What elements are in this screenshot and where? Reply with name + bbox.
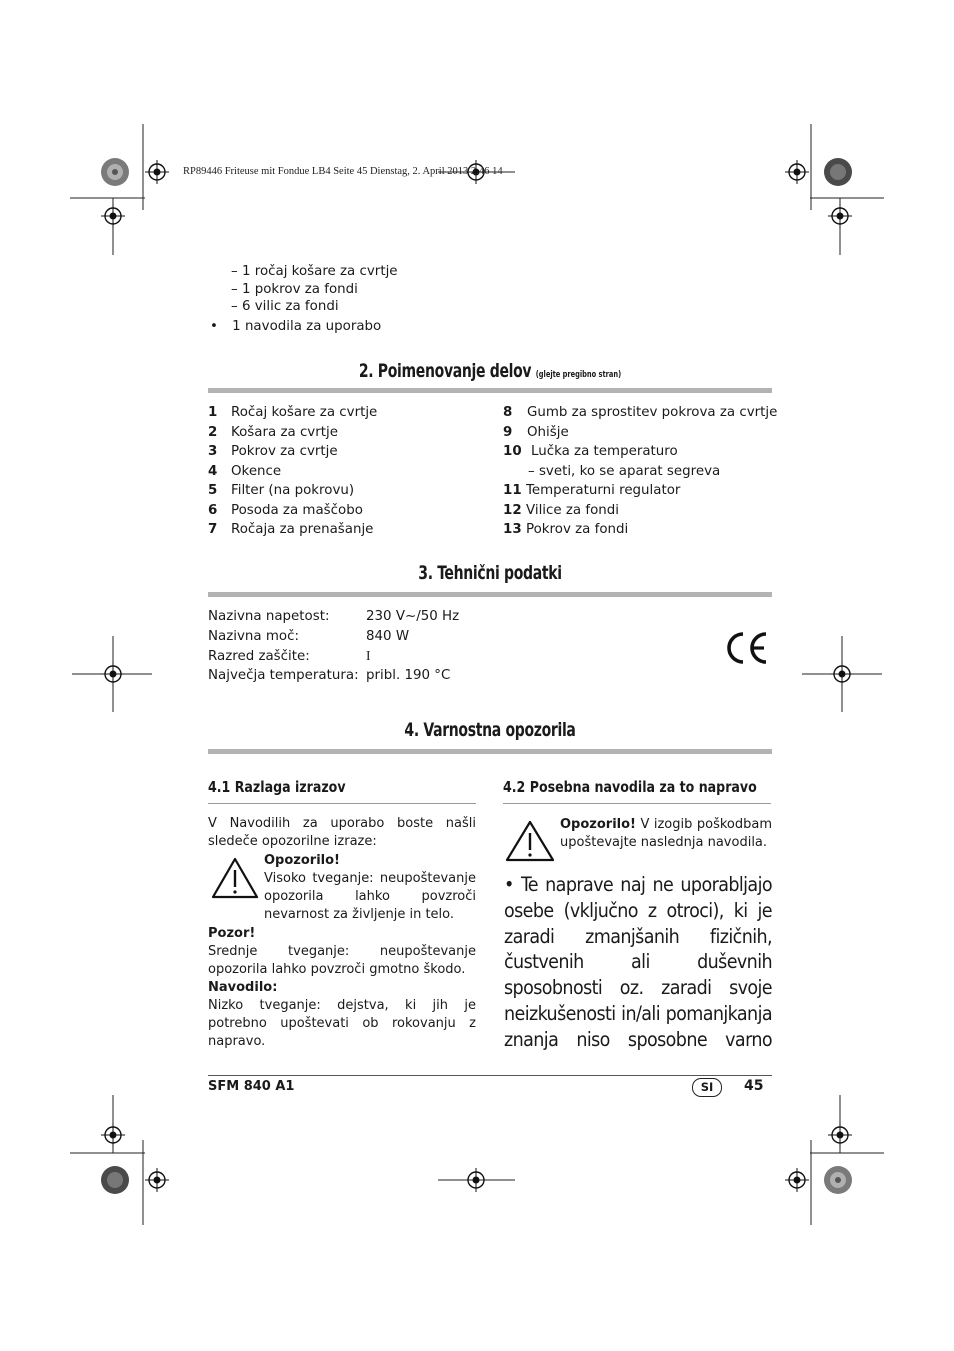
note-label: Navodilo:: [208, 980, 278, 995]
list-item: 10 Lučka za temperaturo: [503, 444, 678, 459]
list-item: 3 Pokrov za cvrtje: [208, 444, 338, 459]
language-badge: SI: [692, 1078, 722, 1097]
list-item: 2 Košara za cvrtje: [208, 424, 338, 440]
intro-dash-list: [231, 262, 398, 317]
section-2-heading: 2. Poimenovanje delov (glejte pregibno stran): [358, 360, 622, 382]
list-item: 11 Temperaturni regulator: [503, 483, 681, 498]
subsection-rule: [503, 803, 771, 804]
ce-mark-icon: [724, 630, 770, 666]
list-item: 8 Gumb za sprostitev pokrova za cvrtje: [503, 405, 778, 420]
table-row: Razred zaščite: I: [208, 648, 371, 664]
list-item: 12 Vilice za fondi: [503, 502, 619, 518]
list-item: 9 Ohišje: [503, 424, 569, 440]
subsection-4-2-heading: 4.2 Posebna navodila za to napravo: [503, 778, 757, 796]
warning-text: V izogib poškodbam upoštevajte naslednja navodila.: [560, 817, 772, 850]
caution-definition: [208, 925, 476, 1051]
intro-bullet-item: • 1 navodila za uporabo: [210, 319, 382, 334]
safety-bullet-text: • Te naprave naj ne uporabljajo osebe (vključno z otroci), ki je zaradi zmanjšanih fizičnih, čustvenih ali duševnih sposobnosti oz. zaradi svoje neizkušenosti in/ali pomanjkanja znanja niso sposobne varno: [504, 873, 772, 1051]
subsection-4-1-heading: 4.1 Razlaga izrazov: [208, 778, 346, 796]
footer-rule: [208, 1075, 772, 1076]
table-row: Nazivna moč: 840 W: [208, 628, 410, 644]
list-item: 6 Posoda za maščobo: [208, 502, 363, 518]
list-item: – 1 pokrov za fondi: [231, 281, 358, 297]
bullet-icon: •: [210, 319, 218, 334]
list-item: 13 Pokrov za fondi: [503, 522, 629, 537]
footer-model: SFM 840 A1: [208, 1079, 295, 1094]
warning-text: Visoko tveganje: neupoštevanje opozorila lahko povzroči nevarnost za življenje in telo.: [264, 871, 476, 922]
section-divider: [208, 388, 772, 393]
list-item: – sveti, ko se aparat segreva: [528, 463, 721, 479]
warning-triangle-icon: [504, 819, 556, 863]
caution-text: Srednje tveganje: neupoštevanje opozorila lahko povzroči gmotno škodo.: [208, 944, 476, 977]
warning-definition: [264, 852, 476, 924]
warning-label: Opozorilo!: [264, 853, 340, 868]
table-row: Največja temperatura: pribl. 190 °C: [208, 667, 451, 683]
warning-triangle-icon: [210, 856, 260, 900]
list-item: – 6 vilic za fondi: [231, 299, 339, 315]
caution-label: Pozor!: [208, 926, 256, 941]
list-item: – 1 ročaj košare za cvrtje: [231, 264, 398, 279]
page-number: 45: [744, 1078, 764, 1094]
ce-mark-text: CE: [724, 630, 726, 631]
subsection-rule: [208, 803, 476, 804]
list-item: 7 Ročaja za prenašanje: [208, 522, 374, 537]
list-item: 5 Filter (na pokrovu): [208, 483, 355, 498]
section-3-heading: 3. Tehnični podatki: [418, 562, 562, 584]
list-item: 1 Ročaj košare za cvrtje: [208, 405, 378, 420]
section-divider: [208, 749, 772, 754]
print-header: RP89446 Friteuse mit Fondue LB4 Seite 45 Dienstag, 2. April 2013 2:46 14: [183, 166, 503, 177]
section-4-heading: 4. Varnostna opozorila: [404, 719, 576, 741]
warning-label: Opozorilo!: [560, 817, 636, 832]
note-text: Nizko tveganje: dejstva, ki jih je potrebno upoštevati ob rokovanju z napravo.: [208, 998, 476, 1049]
list-item: 4 Okence: [208, 463, 282, 479]
terms-intro: V Navodilih za uporabo boste našli sledeče opozorilne izraze:: [208, 816, 476, 849]
section-divider: [208, 592, 772, 597]
device-warning: [560, 816, 772, 852]
table-row: Nazivna napetost: 230 V~/50 Hz: [208, 609, 460, 624]
